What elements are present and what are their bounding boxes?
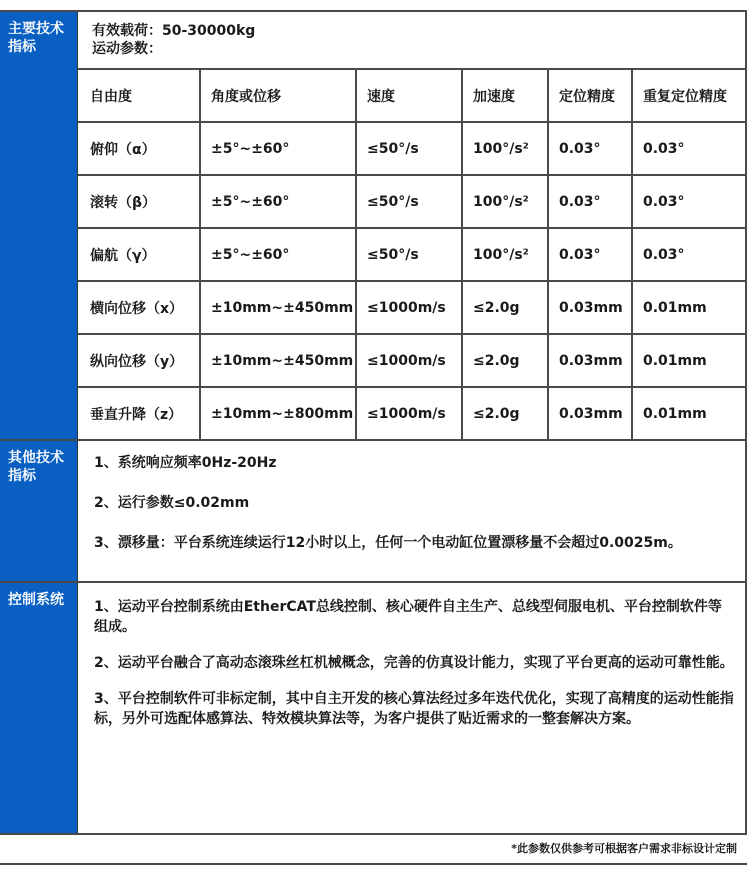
other-spec-item: 3、漂移量：平台系统连续运行12小时以上，任何一个电动缸位置漂移量不会超过0.0025m。	[94, 535, 682, 551]
table-cell: 垂直升降（z）	[78, 387, 200, 439]
table-row	[78, 228, 745, 281]
table-row	[78, 387, 745, 439]
table-cell: ≤50°/s	[356, 122, 462, 175]
header-cell: 速度	[356, 69, 462, 122]
footer-note: *此参数仅供参考可根据客户需求非标设计定制	[0, 833, 747, 865]
table-row	[78, 334, 745, 387]
header-cell: 自由度	[78, 69, 200, 122]
header-cell: 加速度	[462, 69, 548, 122]
table-cell: 0.03°	[548, 175, 632, 228]
table-cell: ±5°~±60°	[200, 175, 356, 228]
table-cell: ±5°~±60°	[200, 122, 356, 175]
motion-params-label: 运动参数：	[92, 41, 162, 57]
table-cell: 横向位移（x）	[78, 281, 200, 334]
control-system-section	[0, 581, 747, 833]
table-cell: 偏航（γ）	[78, 228, 200, 281]
other-specs-content	[78, 441, 747, 581]
control-system-item: 2、运动平台融合了高动态滚珠丝杠机械概念，完善的仿真设计能力，实现了平台更高的运动可靠性能。	[94, 655, 734, 671]
table-cell: ±5°~±60°	[200, 228, 356, 281]
table-cell: 0.03°	[632, 122, 745, 175]
main-specs-content	[78, 12, 747, 439]
intro	[78, 12, 745, 68]
table-cell: 0.01mm	[632, 281, 745, 334]
table-cell: 0.03mm	[548, 334, 632, 387]
main-specs-label: 主要技术指标	[0, 12, 78, 439]
table-cell: ±10mm~±800mm	[200, 387, 356, 439]
table-cell: 滚转（β）	[78, 175, 200, 228]
table-cell: 100°/s²	[462, 228, 548, 281]
table-cell: ≤1000m/s	[356, 387, 462, 439]
table-cell: ≤1000m/s	[356, 334, 462, 387]
table-cell: 100°/s²	[462, 175, 548, 228]
table-cell: 0.03°	[548, 228, 632, 281]
spec-sheet	[0, 10, 747, 865]
other-spec-item: 2、运行参数≤0.02mm	[94, 495, 250, 511]
control-system-item: 1、运动平台控制系统由EtherCAT总线控制、核心硬件自主生产、总线型伺服电机、平台控制软件等组成。	[94, 599, 722, 635]
table-cell: 0.03°	[548, 122, 632, 175]
table-cell: ≤2.0g	[462, 281, 548, 334]
table-cell: ≤1000m/s	[356, 281, 462, 334]
table-row	[78, 281, 745, 334]
table-cell: 0.01mm	[632, 334, 745, 387]
table-cell: 0.03°	[632, 175, 745, 228]
table-cell: 0.03°	[632, 228, 745, 281]
table-cell: 0.01mm	[632, 387, 745, 439]
main-specs-section	[0, 10, 747, 439]
table-cell: ≤50°/s	[356, 175, 462, 228]
control-system-item: 3、平台控制软件可非标定制，其中自主开发的核心算法经过多年迭代优化，实现了高精度的运动性能指标，另外可选配体感算法、特效模块算法等，为客户提供了贴近需求的一整套解决方案。	[94, 691, 734, 727]
table-cell: 0.03mm	[548, 387, 632, 439]
other-specs-label: 其他技术指标	[0, 441, 78, 581]
table-cell: ≤2.0g	[462, 334, 548, 387]
table-cell: 纵向位移（y）	[78, 334, 200, 387]
header-cell: 定位精度	[548, 69, 632, 122]
header-cell: 重复定位精度	[632, 69, 745, 122]
table-cell: ≤2.0g	[462, 387, 548, 439]
table-header-row	[78, 69, 745, 122]
table-cell: 0.03mm	[548, 281, 632, 334]
table-cell: ≤50°/s	[356, 228, 462, 281]
table-cell: ±10mm~±450mm	[200, 281, 356, 334]
table-row	[78, 122, 745, 175]
payload-text: 有效载荷：50-30000kg	[92, 23, 256, 39]
table-cell: ±10mm~±450mm	[200, 334, 356, 387]
table-cell: 俯仰（α）	[78, 122, 200, 175]
table-row	[78, 175, 745, 228]
control-system-label: 控制系统	[0, 583, 78, 833]
table-cell: 100°/s²	[462, 122, 548, 175]
other-specs-section	[0, 439, 747, 581]
control-system-content	[78, 583, 747, 833]
other-spec-item: 1、系统响应频率0Hz-20Hz	[94, 455, 277, 471]
header-cell: 角度或位移	[200, 69, 356, 122]
specs-table	[78, 68, 745, 439]
